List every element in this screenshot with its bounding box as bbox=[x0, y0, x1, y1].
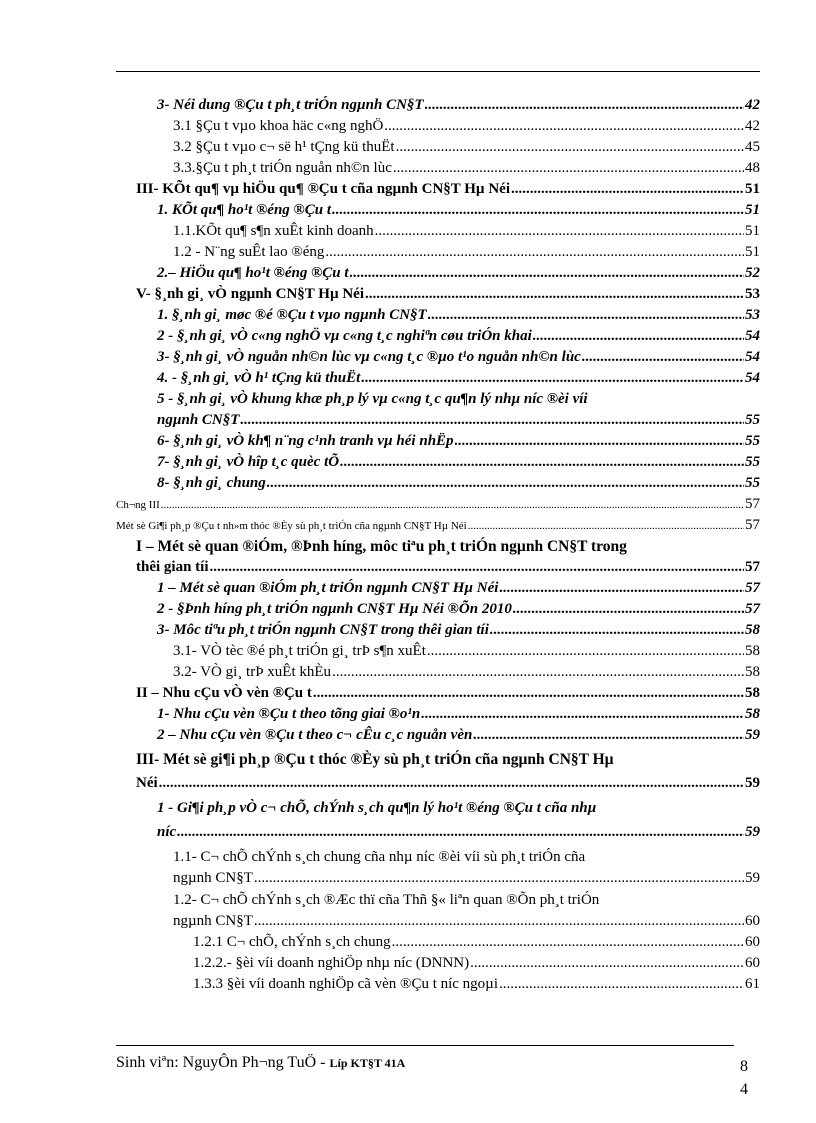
toc-entry: Mét sè Gi¶i ph¸p ®Çu t nh»m thóc ®Èy sù ph¸t triÓn cña ngµnh CN§T Hµ Néi ..... 57 bbox=[116, 516, 760, 536]
toc-entry: 1.1.KÕt qu¶ s¶n xuÊt kinh doanh ..... 51 bbox=[173, 222, 760, 241]
toc-entry: thêi gian tíi ..... 57 bbox=[136, 558, 760, 577]
toc-entry-line1: 1 - Gi¶i ph¸p vÒ c¬ chÕ, chÝnh s¸ch qu¶n lý ho¹t ®éng ®Çu t cña nhµ bbox=[157, 800, 597, 816]
toc-entry: 1.2.2.- §èi víi doanh nghiÖp nhµ níc (DNNN) ..... 60 bbox=[193, 954, 760, 973]
toc-entry: 7- §¸nh gi¸ vÒ hîp t¸c quèc tÕ ..... 55 bbox=[157, 453, 760, 472]
footer-rule bbox=[116, 1045, 734, 1046]
toc-entry-line1: III- Mét sè gi¶i ph¸p ®Çu t thóc ®Èy sù ph¸t triÓn cña ngµnh CN§T Hµ bbox=[136, 751, 614, 768]
toc-entry: 3- §¸nh gi¸ vÒ nguån nh©n lùc vµ c«ng t¸c ®µo t¹o nguån nh©n lùc ..... 54 bbox=[157, 348, 760, 367]
toc-entry: 3.3.§Çu t ph¸t triÓn nguån nh©n lùc ..... 48 bbox=[173, 159, 760, 178]
footer-author bbox=[116, 1054, 405, 1072]
toc-entry: 1 – Mét sè quan ®iÓm ph¸t triÓn ngµnh CN§T Hµ Néi ..... 57 bbox=[157, 579, 760, 598]
author-label: Sinh viªn: NguyÔn Ph¬ng TuÖ - bbox=[116, 1054, 330, 1071]
toc-entry: 3- Môc tiªu ph¸t triÓn ngµnh CN§T trong thêi gian tíi ..... 58 bbox=[157, 621, 760, 640]
page-number-line1: 8 bbox=[740, 1058, 748, 1075]
header-rule bbox=[116, 71, 760, 72]
toc-entry-line1: 1.1- C¬ chÕ chÝnh s¸ch chung cña nhµ níc ®èi víi sù ph¸t triÓn cña bbox=[173, 849, 586, 865]
toc-entry: ngµnh CN§T ..... 60 bbox=[173, 912, 760, 931]
toc-entry: 1.2.1 C¬ chÕ, chÝnh s¸ch chung ..... 60 bbox=[193, 933, 760, 952]
toc-entry: 2.– HiÖu qu¶ ho¹t ®éng ®Çu t ..... 52 bbox=[157, 264, 760, 283]
toc-entry: 1.3.3 §èi víi doanh nghiÖp cã vèn ®Çu t níc ngoµi ..... 61 bbox=[193, 975, 760, 994]
toc-entry-line1: 5 - §¸nh gi¸ vÒ khung khæ ph¸p lý vµ c«ng t¸c qu¶n lý nhµ níc ®èi víi bbox=[157, 391, 588, 407]
toc-entry: Ch¬ng III ..... 57 bbox=[116, 495, 760, 515]
toc-entry: 3.2 §Çu t vµo c¬ së h¹ tÇng kü thuËt ..... 45 bbox=[173, 138, 760, 157]
toc-entry: 3.2- VÒ gi¸ trÞ xuÊt khÈu ..... 58 bbox=[173, 663, 760, 682]
toc-entry: 2 - §¸nh gi¸ vÒ c«ng nghÖ vµ c«ng t¸c nghiªn cøu triÓn khai ..... 54 bbox=[157, 327, 760, 346]
toc-entry: 1- Nhu cÇu vèn ®Çu t theo tõng giai ®o¹n ..... 58 bbox=[157, 705, 760, 724]
toc-entry: 6- §¸nh gi¸ vÒ kh¶ n¨ng c¹nh tranh vµ héi nhËp ..... 55 bbox=[157, 432, 760, 451]
toc-entry: 4. - §¸nh gi¸ vÒ h¹ tÇng kü thuËt ..... 54 bbox=[157, 369, 760, 388]
toc-entry: 1. §¸nh gi¸ møc ®é ®Çu t vµo ngµnh CN§T ..... 53 bbox=[157, 306, 760, 325]
toc-entry: ngµnh CN§T ..... 55 bbox=[157, 411, 760, 430]
toc-entry: III- KÕt qu¶ vµ hiÖu qu¶ ®Çu t cña ngµnh CN§T Hµ Néi ..... 51 bbox=[136, 180, 760, 199]
toc-entry: 1.2 - N¨ng suÊt lao ®éng ..... 51 bbox=[173, 243, 760, 262]
toc-entry: 3- Néi dung ®Çu t ph¸t triÓn ngµnh CN§T ..... 42 bbox=[157, 96, 760, 115]
toc-entry: 2 – Nhu cÇu vèn ®Çu t theo c¬ cÊu c¸c nguån vèn ..... 59 bbox=[157, 726, 760, 745]
toc-entry: V- §¸nh gi¸ vÒ ngµnh CN§T Hµ Néi ..... 53 bbox=[136, 285, 760, 304]
toc-entry: II – Nhu cÇu vÒ vèn ®Çu t ..... 58 bbox=[136, 684, 760, 703]
toc-entry-line1: I – Mét sè quan ®iÓm, ®Þnh híng, môc tiªu ph¸t triÓn ngµnh CN§T trong bbox=[136, 538, 627, 555]
toc-entry: 3.1 §Çu t vµo khoa häc c«ng nghÖ ..... 42 bbox=[173, 117, 760, 136]
toc-entry: 2 - §Þnh híng ph¸t triÓn ngµnh CN§T Hµ Néi ®Õn 2010 ..... 57 bbox=[157, 600, 760, 619]
toc-entry: 3.1- VÒ tèc ®é ph¸t triÓn gi¸ trÞ s¶n xuÊt ..... 58 bbox=[173, 642, 760, 661]
toc-entry: ngµnh CN§T ..... 59 bbox=[173, 869, 760, 888]
toc-entry: Néi ..... 59 bbox=[136, 774, 760, 793]
page-number-line2: 4 bbox=[740, 1081, 748, 1098]
toc-entry: níc ..... 59 bbox=[157, 823, 760, 842]
toc-entry-line1: 1.2- C¬ chÕ chÝnh s¸ch ®Æc thï cña Thñ §« liªn quan ®Õn ph¸t triÓn bbox=[173, 892, 600, 908]
toc-entry: 8- §¸nh gi¸ chung ..... 55 bbox=[157, 474, 760, 493]
toc-entry: 1. KÕt qu¶ ho¹t ®éng ®Çu t ..... 51 bbox=[157, 201, 760, 220]
class-label: Líp KT§T 41A bbox=[329, 1056, 406, 1070]
